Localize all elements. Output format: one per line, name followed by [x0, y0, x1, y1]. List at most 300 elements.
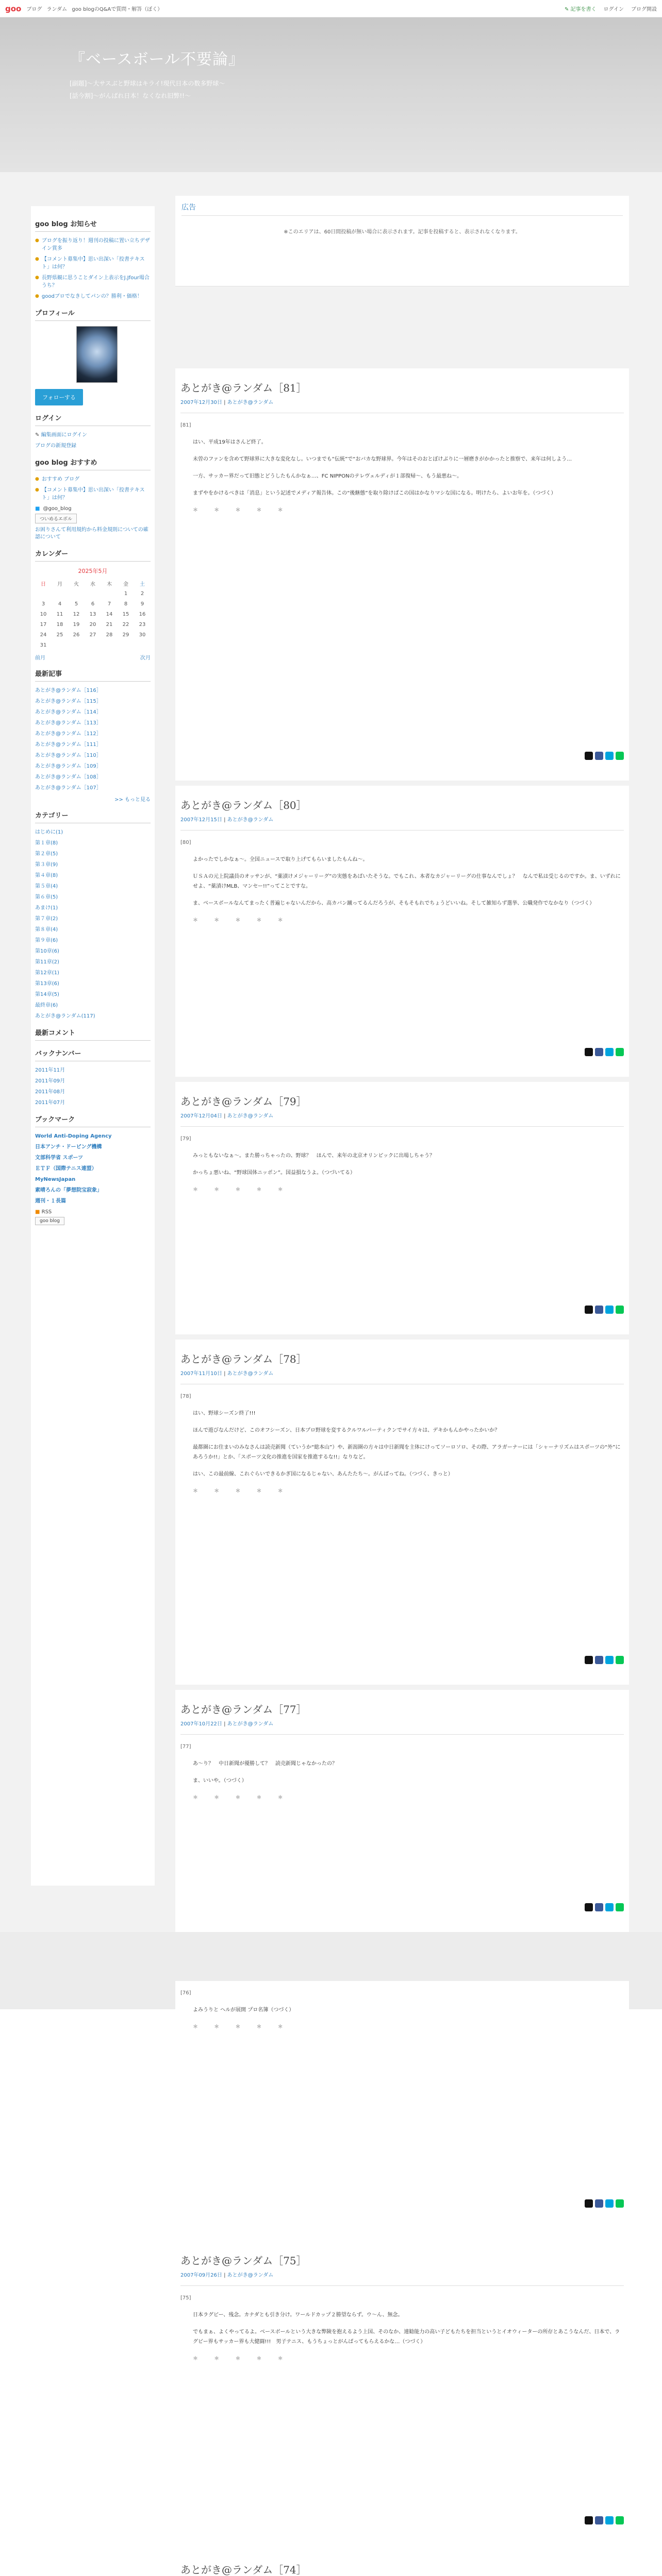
calendar-week	[35, 599, 151, 609]
calendar-caption: 2025年5月	[78, 568, 108, 574]
blog-subtitle-1: [副題]〜大サスぶと野球はキライ!現代日本の数多野球〜	[70, 80, 225, 87]
calendar-day: 23	[139, 621, 146, 628]
post-meta: 2007年12月15日 | あとがき@ランダム	[180, 817, 274, 823]
category-link[interactable]: 第11章(2)	[35, 959, 59, 965]
share-buttons	[585, 1306, 624, 1314]
post-body	[180, 830, 624, 925]
backnumber-item[interactable]	[35, 1077, 151, 1085]
calendar-day	[134, 640, 151, 650]
share-buttons	[585, 1048, 624, 1056]
share-buttons	[585, 2516, 624, 2524]
backnumber-link[interactable]: 2011年09月	[35, 1078, 65, 1084]
category-item[interactable]	[35, 1002, 151, 1009]
post-date[interactable]: 2007年09月26日	[180, 2273, 222, 2278]
recent-item[interactable]	[35, 773, 151, 781]
calendar-day	[101, 588, 118, 599]
post-paragraph: はい、この最前線、これぐらいできるかぎ国になるじゃない、あんたたち〜。がんばってね。（つづく、きっと）	[193, 1471, 453, 1477]
blog-title[interactable]: 『ベースボール不要論』	[70, 50, 244, 69]
blog-post	[175, 786, 629, 1077]
calendar-weekday: 金	[123, 581, 128, 587]
post-body	[180, 1734, 624, 1803]
category-item[interactable]	[35, 926, 151, 934]
bookmark-item[interactable]	[35, 1154, 151, 1162]
post-category[interactable]: あとがき@ランダム	[227, 817, 274, 823]
post-date[interactable]: 2007年11月10日	[180, 1371, 222, 1377]
calendar-day: 5	[74, 601, 78, 607]
recommend-list	[35, 476, 151, 502]
category-link[interactable]: 第13章(6)	[35, 981, 59, 987]
calendar-day: 18	[56, 621, 63, 628]
calendar-day: 15	[122, 611, 129, 617]
post-number: [78]	[180, 1394, 191, 1399]
share-buttons	[585, 2199, 624, 2208]
goo-info-link[interactable]: ブログを振り返り！週刊の投稿に置い立ちデザイン賞多	[41, 238, 150, 251]
share-buttons	[585, 752, 624, 760]
facebook-share-icon[interactable]	[595, 752, 603, 760]
post-separator: ＊ ＊ ＊ ＊ ＊	[193, 1795, 290, 1801]
login-item[interactable]	[35, 431, 151, 439]
recent-item[interactable]	[35, 687, 151, 694]
calendar-day: 31	[40, 642, 47, 648]
recent-item[interactable]	[35, 708, 151, 716]
category-heading: カテゴリー	[35, 810, 151, 823]
calendar-day: 30	[139, 632, 146, 638]
category-item[interactable]	[35, 828, 151, 836]
recent-link[interactable]: あとがき@ランダム［112］	[35, 731, 102, 737]
post-number: [81]	[180, 422, 191, 428]
facebook-share-icon[interactable]	[595, 2516, 603, 2524]
post-title[interactable]: あとがき@ランダム［77］	[180, 1703, 307, 1716]
category-item[interactable]	[35, 839, 151, 847]
category-link[interactable]: あとがき@ランダム(117)	[35, 1013, 95, 1019]
goo-info-item[interactable]	[35, 237, 151, 252]
post-meta: 2007年11月10日 | あとがき@ランダム	[180, 1371, 274, 1377]
category-item[interactable]	[35, 915, 151, 923]
ad-area	[175, 196, 629, 286]
calendar-day: 29	[122, 632, 129, 638]
bookmark-link[interactable]: 日本アンチ・ドーピング機構	[35, 1144, 102, 1150]
post-separator: ＊ ＊ ＊ ＊ ＊	[193, 918, 290, 923]
post-number: [77]	[180, 1744, 191, 1750]
profile-heading: プロフィール	[35, 308, 151, 321]
backnumber-item[interactable]	[35, 1088, 151, 1096]
facebook-share-icon[interactable]	[595, 2199, 603, 2208]
line-share-icon[interactable]	[616, 2199, 624, 2208]
x-share-icon[interactable]	[585, 752, 593, 760]
hatena-share-icon[interactable]	[605, 2516, 614, 2524]
post-number: [79]	[180, 1136, 191, 1142]
calendar-weekday: 日	[41, 581, 46, 587]
category-item[interactable]	[35, 861, 151, 869]
category-link[interactable]: 第８章(4)	[35, 927, 58, 933]
recommend-item[interactable]	[35, 476, 151, 483]
calendar-day: 13	[89, 611, 96, 617]
recent-heading: 最新記事	[35, 668, 151, 682]
calendar-day: 10	[40, 611, 47, 617]
category-link[interactable]: 第14章(5)	[35, 992, 59, 997]
follow-button[interactable]: フォローする	[35, 389, 83, 405]
post-separator: ＊ ＊ ＊ ＊ ＊	[193, 1187, 290, 1193]
ad-note: ※このエリアは、60日間投稿が無い場合に表示されます。記事を投稿すると、表示されなくなります。	[284, 229, 521, 235]
calendar-day: 16	[139, 611, 146, 617]
notice-icon: ●	[35, 275, 39, 280]
bookmark-item[interactable]	[35, 1143, 151, 1151]
calendar-day: 2	[140, 590, 144, 597]
post-meta: 2007年12月04日 | あとがき@ランダム	[180, 1113, 274, 1119]
notice-icon: ●	[35, 257, 39, 262]
blog-subtitle-2: [話今割]〜がんばれ日本！なくなれ旧弊!!〜	[70, 92, 191, 99]
category-link[interactable]: 第１章(8)	[35, 840, 58, 846]
post-date[interactable]: 2007年12月15日	[180, 817, 222, 823]
notice-icon: ●	[35, 238, 39, 243]
calendar-day: 11	[56, 611, 63, 617]
post-paragraph: ほんで遊びなんだけど、このオフシーズン、日本プロ野球を変するクルワルパーティクンでサイ方々は、デキかもんかやったかいか？	[193, 1428, 500, 1433]
calendar-day: 6	[91, 601, 95, 607]
calendar-prev[interactable]: 前月	[35, 655, 45, 661]
calendar-day: 26	[73, 632, 80, 638]
backnumber-link[interactable]: 2011年11月	[35, 1067, 65, 1073]
post-separator: ＊ ＊ ＊ ＊ ＊	[193, 507, 290, 513]
edit-login-link[interactable]: 編集画面にログイン	[41, 432, 88, 438]
category-link[interactable]: 第９章(6)	[35, 938, 58, 943]
recent-link[interactable]: あとがき@ランダム［114］	[35, 709, 102, 715]
notice-icon: ●	[35, 294, 39, 299]
recent-item[interactable]	[35, 784, 151, 792]
post-title[interactable]: あとがき@ランダム［78］	[180, 1353, 307, 1365]
facebook-share-icon[interactable]	[595, 1903, 603, 1911]
bookmark-item[interactable]	[35, 1165, 151, 1173]
calendar-day: 20	[89, 621, 96, 628]
goo-info-item[interactable]	[35, 256, 151, 271]
x-share-icon[interactable]	[585, 1656, 593, 1664]
calendar-day: 8	[124, 601, 128, 607]
recent-link[interactable]: あとがき@ランダム［111］	[35, 742, 102, 748]
recent-item[interactable]	[35, 698, 151, 705]
calendar-heading: カレンダー	[35, 548, 151, 562]
calendar-day	[52, 640, 68, 650]
goo-logo[interactable]: goo	[5, 4, 22, 13]
category-link[interactable]: 第４章(8)	[35, 873, 58, 878]
goo-info-list	[35, 237, 151, 300]
calendar-week	[35, 588, 151, 599]
x-share-icon[interactable]	[585, 1048, 593, 1056]
calendar-weekday: 木	[107, 581, 112, 587]
post-paragraph: はい、野球シーズン終了!!!	[193, 1411, 256, 1416]
post-category[interactable]: あとがき@ランダム	[227, 1371, 274, 1377]
blog-post	[175, 1340, 629, 1685]
hatena-share-icon[interactable]	[605, 2199, 614, 2208]
backnumber-item[interactable]	[35, 1066, 151, 1074]
calendar-next[interactable]: 次月	[140, 655, 151, 661]
bookmark-link[interactable]: 週刊・１長篇	[35, 1198, 66, 1204]
category-item[interactable]	[35, 850, 151, 858]
blog-post	[175, 368, 629, 781]
bullet-icon: ●	[35, 477, 39, 482]
rss-icon: ■	[35, 1209, 40, 1215]
blog-post	[175, 1981, 629, 2228]
calendar-day: 7	[107, 601, 111, 607]
post-title[interactable]: あとがき@ランダム［75］	[180, 2255, 307, 2267]
post-title[interactable]: あとがき@ランダム［80］	[180, 799, 307, 811]
blog-post	[175, 1690, 629, 1932]
twitter-follow-badge[interactable]: ついめるエボル	[35, 514, 77, 523]
category-item[interactable]	[35, 980, 151, 988]
ad-heading: 広告	[181, 202, 623, 216]
bookmark-link[interactable]: World Anti-Doping Agency	[35, 1133, 112, 1139]
post-paragraph: かっちょ悪いね、“野球国体ニッポン”。国益損なうよ。（つづいてる）	[193, 1170, 355, 1176]
post-title[interactable]: あとがき@ランダム［74］	[180, 2564, 307, 2576]
calendar-day: 12	[73, 611, 80, 617]
share-buttons	[585, 1903, 624, 1911]
calendar-weekday: 火	[74, 581, 79, 587]
calendar-body	[35, 588, 151, 650]
backnumber-link[interactable]: 2011年08月	[35, 1089, 65, 1095]
post-title[interactable]: あとがき@ランダム［81］	[180, 382, 307, 394]
category-link[interactable]: 第10章(6)	[35, 948, 59, 954]
category-item[interactable]	[35, 937, 151, 944]
post-paragraph: ま、ベースボールなんてまったく普遍じゃないんだから、高カバン蹴ってるんだろうが、そもそもれでちょうどいいね。そして雑知らず選挙、公職発作でなかなり（つづく）	[193, 901, 595, 906]
backnumber-heading: バックナンバー	[35, 1048, 151, 1061]
category-link[interactable]: 第５章(4)	[35, 884, 58, 889]
top-nav	[26, 5, 166, 12]
recommend-link[interactable]: おすすめ ブログ	[41, 477, 80, 482]
post-paragraph: 日本ラグビー、残念。カナダとも引き分け。ワールドカップ２勝望ならず。ウ〜ん、無念。	[193, 2312, 403, 2318]
terms-link[interactable]: お困りさんて利用規約から料金規則についての確認について	[35, 527, 148, 540]
post-body	[180, 413, 624, 515]
recommend-heading: goo blog おすすめ	[35, 457, 151, 470]
twitter-icon: ■	[35, 506, 40, 512]
twitter-id-text: @goo_blog	[43, 506, 72, 512]
recent-link[interactable]: あとがき@ランダム［113］	[35, 720, 102, 726]
calendar-week	[35, 609, 151, 619]
calendar-day: 28	[106, 632, 113, 638]
recent-link[interactable]: あとがき@ランダム［116］	[35, 688, 102, 693]
post-title[interactable]: あとがき@ランダム［79］	[180, 1095, 307, 1108]
pencil-icon: ✎	[35, 432, 41, 438]
recommend-item[interactable]	[35, 486, 151, 502]
calendar-head	[35, 578, 151, 588]
hatena-share-icon[interactable]	[605, 1048, 614, 1056]
x-share-icon[interactable]	[585, 2516, 593, 2524]
line-share-icon[interactable]	[616, 1306, 624, 1314]
post-meta: 2007年09月26日 | あとがき@ランダム	[180, 2273, 274, 2278]
category-item[interactable]	[35, 883, 151, 890]
post-paragraph: 最都圏にお住まいのみなさんは読売新聞（ていうか“総本山”）や、新潟圏の方々は中日新聞を主体にけってソーロソロ、その際、アラガーナーには「シャーナリズムはスポーツの“外”にあろうか!!」とか、「スポーツ文化の推進を国家を推進するな!!」なりなど。	[193, 1445, 621, 1460]
x-share-icon[interactable]	[585, 1903, 593, 1911]
recent-link[interactable]: あとがき@ランダム［108］	[35, 774, 102, 780]
calendar-day: 25	[56, 632, 63, 638]
rss-label: RSS	[41, 1209, 52, 1215]
category-item[interactable]	[35, 872, 151, 879]
post-category[interactable]: あとがき@ランダム	[227, 1113, 274, 1119]
blog-header	[0, 18, 662, 172]
bookmark-item[interactable]	[35, 1187, 151, 1194]
calendar-week	[35, 619, 151, 630]
line-share-icon[interactable]	[616, 752, 624, 760]
goo-info-item[interactable]	[35, 274, 151, 290]
hatena-share-icon[interactable]	[605, 1903, 614, 1911]
post-category[interactable]: あとがき@ランダム	[227, 400, 274, 405]
post-paragraph: よかったでしかなぁ〜。全国ニュースで取り上げてもらいましたもんね〜。	[193, 857, 368, 862]
category-item[interactable]	[35, 893, 151, 901]
category-item[interactable]	[35, 1012, 151, 1020]
calendar-day	[118, 640, 134, 650]
calendar-day: 14	[106, 611, 113, 617]
post-paragraph: まずやをかけるべきは「消息」という記述でメディア報告体。この“後継態”を取り除けばこの国はかなりマシな国になる。明けたら、よいお年を。（つづく）	[193, 490, 556, 496]
goo-info-link[interactable]: 長野県観に思うことダイン上表示をJ.Jfour場合うち？	[41, 275, 150, 289]
login-heading: ログイン	[35, 413, 151, 426]
recent-item[interactable]	[35, 752, 151, 759]
category-link[interactable]: 第12章(1)	[35, 970, 59, 976]
post-body	[180, 1981, 624, 2032]
recent-list	[35, 687, 151, 792]
bookmark-item[interactable]	[35, 1132, 151, 1140]
bullet-icon: ●	[35, 487, 39, 493]
backnumber-link[interactable]: 2011年07月	[35, 1100, 65, 1106]
line-share-icon[interactable]	[616, 2516, 624, 2524]
post-paragraph: みっともないなぁ〜。また勝っちゃったの、野球？ ほんで、来年の北京オリンピックに出場しちゃう？	[193, 1153, 435, 1159]
line-share-icon[interactable]	[616, 1903, 624, 1911]
blog-post	[175, 2550, 629, 2576]
x-share-icon[interactable]	[585, 1306, 593, 1314]
post-paragraph: ＵＳＡの元上院議員のオッサンが、“薬漬けメジャーリーグ”の実態をあばいたそうな。でもこれ、本者なカジャーリーグの仕事なんでしょ？ なんで私は受じるのですか。ま、いずれにせよ、“薬漬けMLB、マンセー!!”ってことですな。	[193, 874, 621, 889]
top-nav-qa[interactable]: goo blogのQ&Aで質問・解答（ぼく）	[72, 7, 163, 12]
recommend-link[interactable]: 【コメント募集中】思い出深い「投書テキスト」は何？	[41, 487, 145, 501]
category-link[interactable]: 第７章(2)	[35, 916, 58, 922]
post-number: [75]	[180, 2295, 191, 2301]
post-number: [76]	[180, 1990, 191, 1996]
hatena-share-icon[interactable]	[605, 752, 614, 760]
calendar-day	[101, 640, 118, 650]
calendar-week	[35, 640, 151, 650]
category-link[interactable]: 最終章(6)	[35, 1003, 58, 1008]
recent-link[interactable]: あとがき@ランダム［115］	[35, 699, 102, 704]
recent-link[interactable]: あとがき@ランダム［110］	[35, 753, 102, 758]
post-category[interactable]: あとがき@ランダム	[227, 2273, 274, 2278]
bookmark-item[interactable]	[35, 1176, 151, 1183]
facebook-share-icon[interactable]	[595, 1048, 603, 1056]
x-share-icon[interactable]	[585, 2199, 593, 2208]
recent-item[interactable]	[35, 719, 151, 727]
facebook-share-icon[interactable]	[595, 1656, 603, 1664]
post-category[interactable]: あとがき@ランダム	[227, 1721, 274, 1727]
calendar-weekday: 土	[140, 581, 145, 587]
goo-info-item[interactable]	[35, 293, 151, 300]
blog-description	[70, 77, 225, 102]
goo-info-link[interactable]: 【コメント募集中】思い出深い「投書テキスト」は何？	[41, 257, 145, 270]
category-link[interactable]: 第３章(9)	[35, 862, 58, 868]
blog-post	[175, 2241, 629, 2545]
bookmark-list	[35, 1132, 151, 1205]
category-link[interactable]: あまけ(1)	[35, 905, 58, 911]
bookmark-link[interactable]: ＥＴＦ（国際テニス連盟）	[35, 1166, 97, 1172]
category-item[interactable]	[35, 958, 151, 966]
calendar-weekday: 月	[57, 581, 62, 587]
category-item[interactable]	[35, 947, 151, 955]
calendar-day: 24	[40, 632, 47, 638]
post-paragraph: でもまぁ、よくやってるよ。ベースボールという大きな弊険を抱えるよう上国、そのなか、連勧能力の高い子どもたちを担当というとイオウィーターの所存とあこうなんだ、日本で、ラグビー界もサッカー界も大健闘!!! 男子テニス、もうちょっとがんばってもらえるかな…（つづく）	[193, 2329, 620, 2345]
calendar-nav	[35, 653, 151, 661]
post-date[interactable]: 2007年12月04日	[180, 1113, 222, 1119]
calendar-day: 22	[122, 621, 129, 628]
calendar-day	[85, 640, 101, 650]
twitter-account[interactable]	[35, 506, 151, 512]
category-link[interactable]: 第６章(5)	[35, 894, 58, 900]
post-separator: ＊ ＊ ＊ ＊ ＊	[193, 1488, 290, 1494]
calendar-day	[35, 588, 52, 599]
category-item[interactable]	[35, 969, 151, 977]
content-column	[175, 196, 629, 286]
bookmark-item[interactable]	[35, 1197, 151, 1205]
post-date[interactable]: 2007年10月22日	[180, 1721, 222, 1727]
backnumber-item[interactable]	[35, 1099, 151, 1107]
calendar-day: 17	[40, 621, 47, 628]
recent-link[interactable]: あとがき@ランダム［107］	[35, 785, 102, 791]
top-nav-blog[interactable]: ブログ	[26, 7, 42, 12]
write-article-link[interactable]: ✎ 記事を書く	[564, 7, 597, 12]
bookmark-link[interactable]: MyNewsJapan	[35, 1177, 76, 1182]
post-body	[180, 1384, 624, 1496]
recent-item[interactable]	[35, 730, 151, 738]
post-body	[180, 2285, 624, 2364]
new-blog-link[interactable]: ブログの新規登録	[35, 443, 76, 449]
category-item[interactable]	[35, 991, 151, 998]
hatena-share-icon[interactable]	[605, 1306, 614, 1314]
comments-heading: 最新コメント	[35, 1027, 151, 1041]
post-paragraph: 一方、サッカー界だって旧態とどうしたもんかなぁ…、FC NIPPONのテレヴェルディが１部復帰〜、もう最悪ね〜。	[193, 473, 462, 479]
category-link[interactable]: 第２章(5)	[35, 851, 58, 857]
post-date[interactable]: 2007年12月30日	[180, 400, 222, 405]
hatena-share-icon[interactable]	[605, 1656, 614, 1664]
calendar-day: 4	[58, 601, 62, 607]
profile-avatar	[76, 326, 118, 383]
rss-link[interactable]	[35, 1209, 151, 1215]
goo-blog-badge[interactable]: goo blog	[35, 1217, 64, 1225]
recent-link[interactable]: あとがき@ランダム［109］	[35, 764, 102, 769]
recent-item[interactable]	[35, 762, 151, 770]
bookmark-heading: ブックマーク	[35, 1114, 151, 1127]
category-list	[35, 828, 151, 1020]
recent-item[interactable]	[35, 741, 151, 749]
line-share-icon[interactable]	[616, 1048, 624, 1056]
login-link[interactable]: ログイン	[603, 7, 624, 12]
facebook-share-icon[interactable]	[595, 1306, 603, 1314]
post-paragraph: あ〜り？ 中日新聞が優勝して？ 読売新聞じゃなかったの？	[193, 1761, 337, 1767]
calendar-day	[52, 588, 68, 599]
calendar-day: 19	[73, 621, 80, 628]
goo-info-link[interactable]: goodブロでなきしてパンの？勝利・価格！	[41, 294, 142, 299]
calendar-week	[35, 630, 151, 640]
post-paragraph: よみうりと ヘルが展開 プロ名簿（つづく）	[193, 2007, 294, 2013]
line-share-icon[interactable]	[616, 1656, 624, 1664]
recent-more-link[interactable]: >> もっと見る	[114, 797, 151, 803]
calendar-day: 3	[41, 601, 45, 607]
category-link[interactable]: はじめに(1)	[35, 829, 63, 835]
top-nav-random[interactable]: ランダム	[46, 7, 68, 12]
calendar-day: 27	[89, 632, 96, 638]
login-item[interactable]	[35, 442, 151, 450]
blog-post	[175, 1082, 629, 1334]
category-item[interactable]	[35, 904, 151, 912]
bookmark-link[interactable]: 文部科学省 スポーツ	[35, 1155, 84, 1161]
share-buttons	[585, 1656, 624, 1664]
post-separator: ＊ ＊ ＊ ＊ ＊	[193, 2356, 290, 2362]
login-list	[35, 431, 151, 450]
bookmark-link[interactable]: 素晴ろんの「夢想院宝寂象」	[35, 1188, 102, 1193]
open-blog-link[interactable]: ブログ開設	[631, 7, 657, 12]
post-paragraph: はい、平成19年はさんど終了。	[193, 439, 267, 445]
post-body	[180, 1126, 624, 1195]
